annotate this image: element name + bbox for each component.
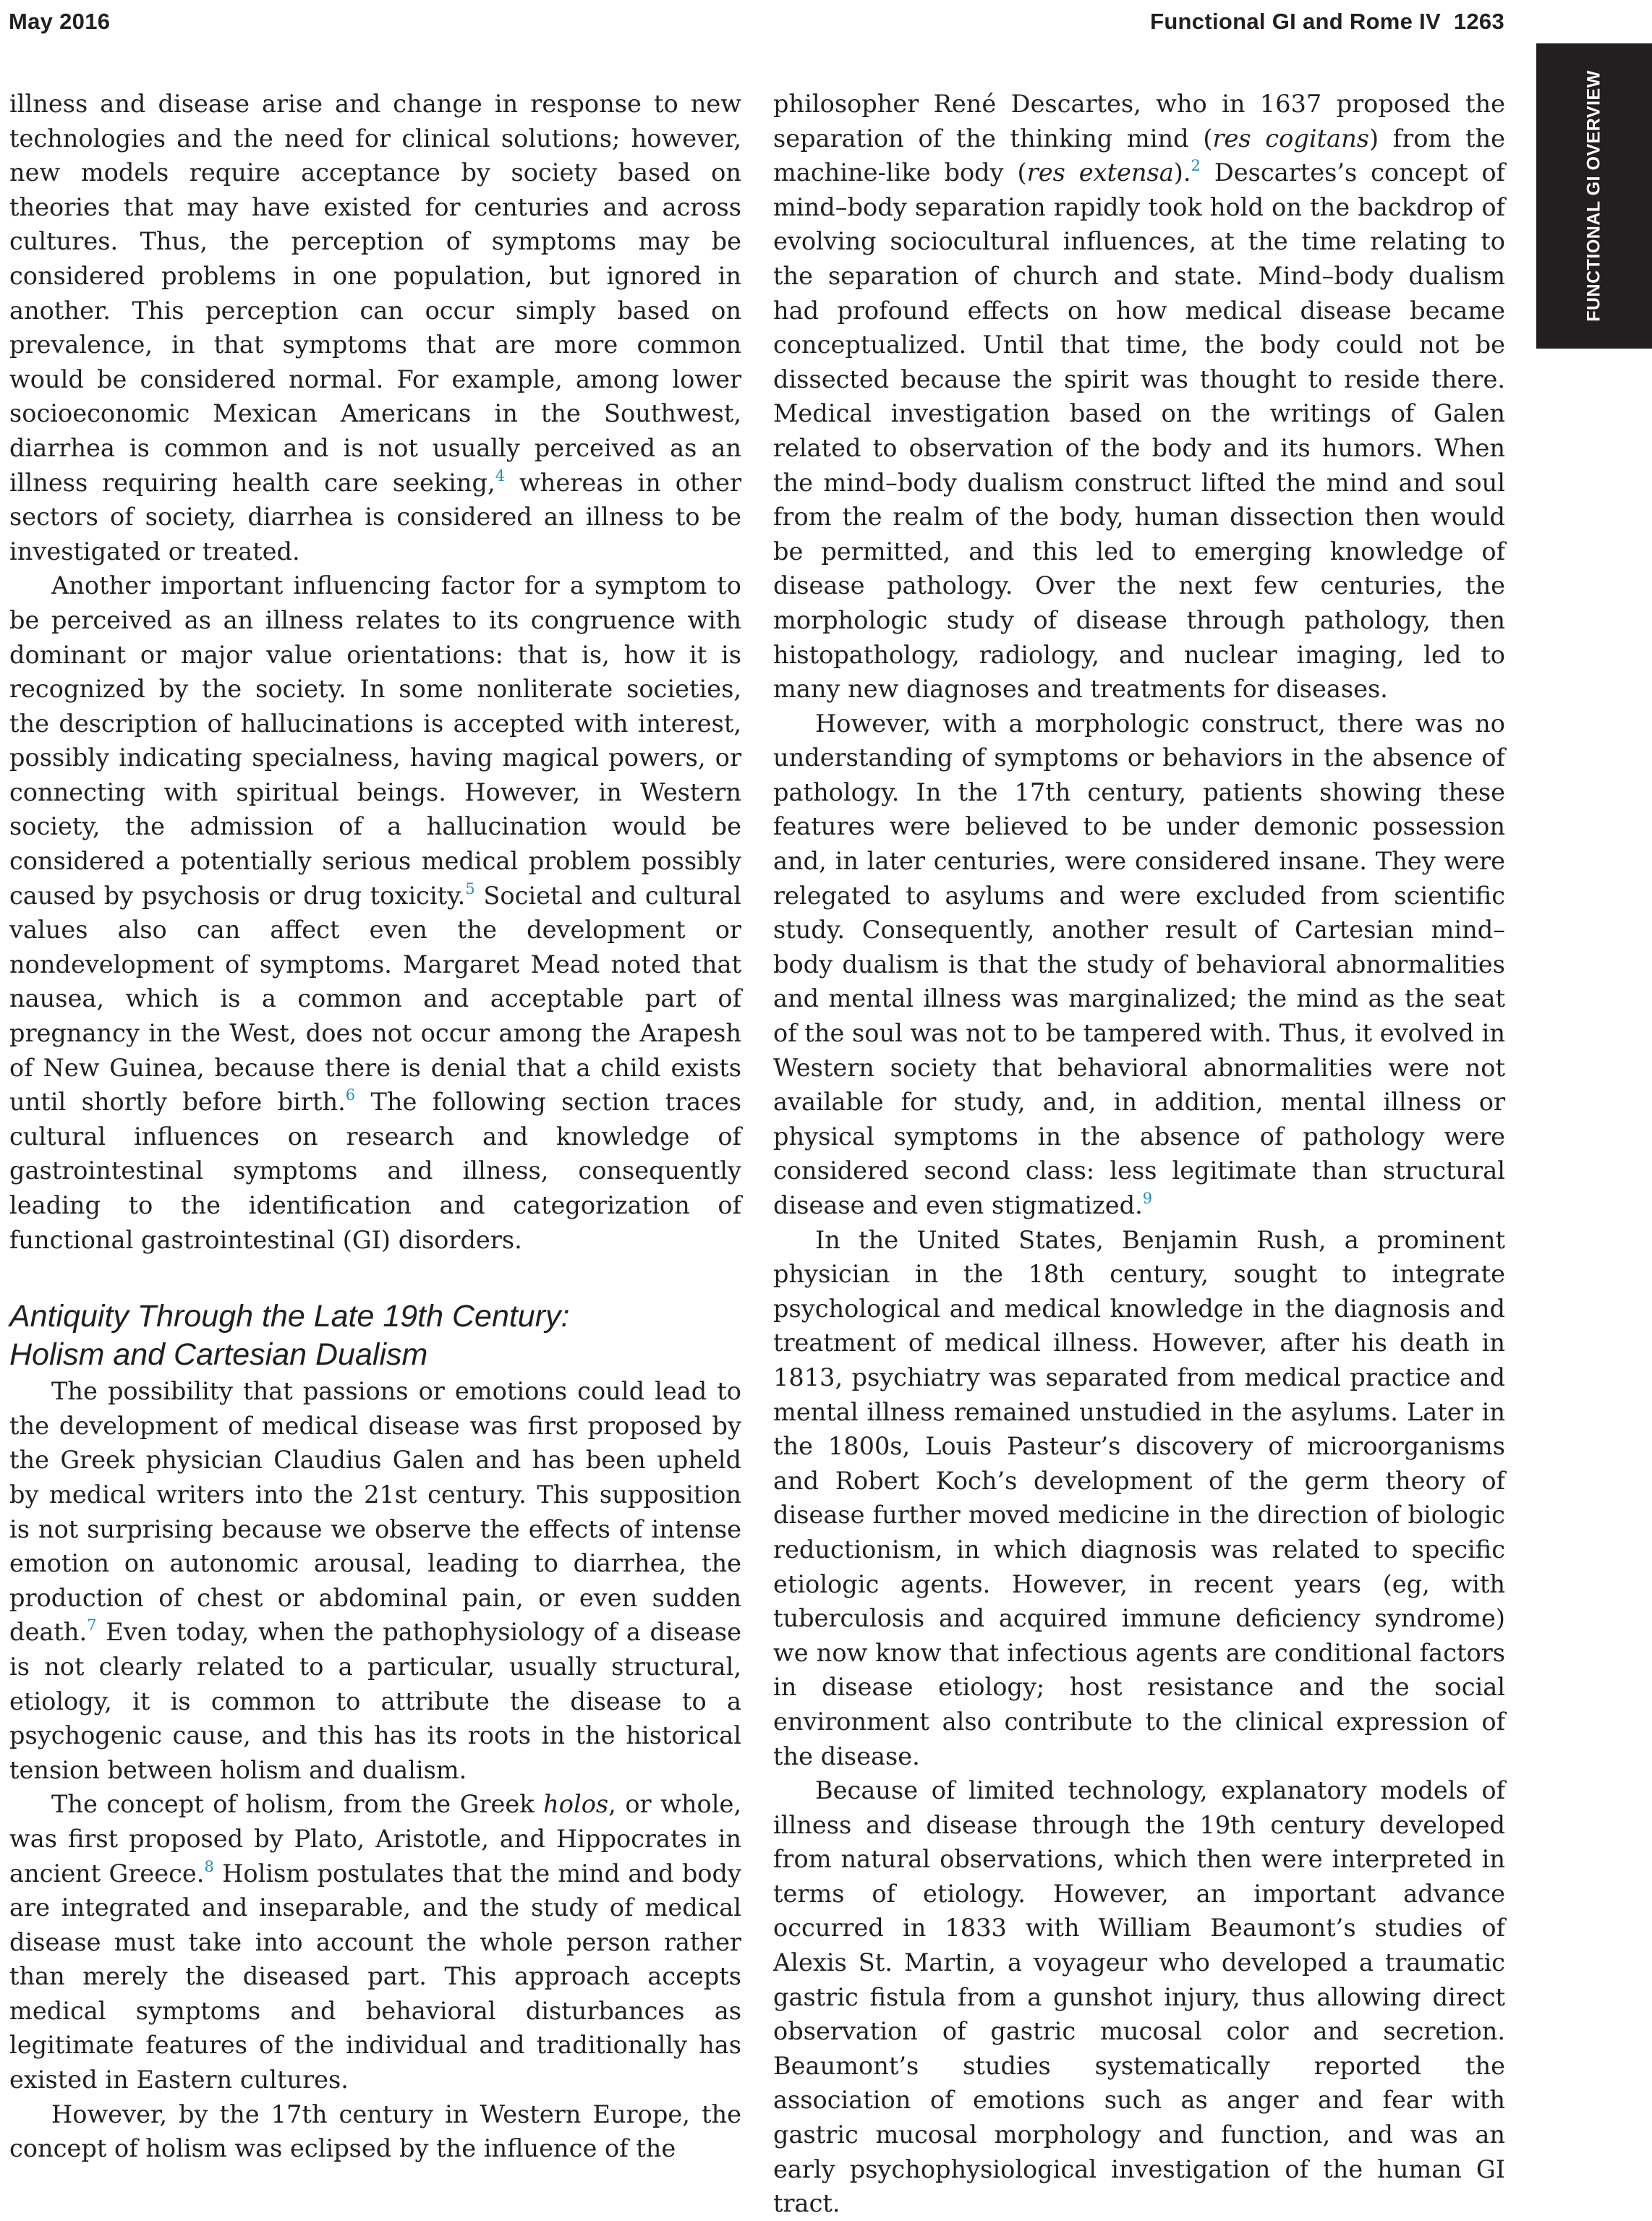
paragraph-text: illness and disease arise and change in response to new technologies and the need for clinical solutions; however, new models require acceptance by society based on theories that may have existed for centuries and across cultures. Thus, the perception of symptoms may be considered problems in one population, but ignored in another. This perception can occur simply based on prevalence, in that symptoms that are more common would be considered normal. For example, among lower socioeconomic Mexican Americans in the Southwest, diarrhea is common and is not usually perceived as an illness requiring health care seeking,	[9, 90, 741, 497]
citation-link[interactable]: 4	[495, 466, 506, 485]
paragraph	[9, 2097, 741, 2166]
italic-term: res cogitans	[1212, 124, 1369, 153]
section-heading-line: Holism and Cartesian Dualism	[9, 1337, 428, 1373]
paragraph-text: philosopher René Descartes, who in 1637 proposed the separation of the thinking mind (	[773, 90, 1505, 153]
paragraph-text: ).	[1173, 158, 1191, 187]
citation-link[interactable]: 5	[465, 879, 475, 898]
paragraph	[9, 87, 741, 568]
running-head	[9, 4, 1504, 39]
paragraph-text: Societal and cultural values also can affect even the development or nondevelopment of symptoms. Margaret Mead noted that nausea, which is a common and acceptable part of pregnancy in the West, does not occur among the Arapesh of New Guinea, because there is denial that a child exists until shortly before birth.	[9, 881, 741, 1117]
paragraph-text: Because of limited technology, explanatory models of illness and disease through the 19th century developed from natural observations, which then were interpreted in terms of etiology. However, an important advance occurred in 1833 with William Beaumont’s studies of Alexis St. Martin, a voyageur who developed a traumatic gastric fistula from a gunshot injury, thus allowing direct observation of gastric mucosal color and secretion. Beaumont’s studies systematically reported the association of emotions such as anger and fear with gastric mucosal morphology and function, and was an early psychophysiological investigation of the human GI tract.	[773, 1776, 1505, 2218]
italic-term: res extensa	[1026, 158, 1174, 187]
paragraph	[9, 1374, 741, 1787]
citation-link[interactable]: 6	[345, 1086, 356, 1104]
citation-link[interactable]: 8	[204, 1857, 214, 1875]
paragraph-text: However, by the 17th century in Western Europe, the concept of holism was eclipsed by the influence of the	[9, 2099, 741, 2163]
paragraph	[9, 1787, 741, 2097]
citation-link[interactable]: 9	[1142, 1190, 1153, 1207]
paragraph-text: However, with a morphologic construct, there was no understanding of symptoms or behaviors in the absence of pathology. In the 17th century, patients showing these features were believed to be under demonic possession and, in later centuries, were considered insane. They were relegated to asylums and were excluded from scientific study. Consequently, another result of Cartesian mind–body dualism is that the study of behavioral abnormalities and mental illness was marginalized; the mind as the seat of the soul was not to be tampered with. Thus, it evolved in Western society that behavioral abnormalities were not available for study, and, in addition, mental illness or physical symptoms in the absence of pathology were considered second class: less legitimate than structural disease and even stigmatized.	[773, 709, 1505, 1219]
citation-link[interactable]: 2	[1191, 157, 1201, 175]
paragraph	[773, 1773, 1505, 2221]
side-tab-label: FUNCTIONAL GI OVERVIEW	[1583, 70, 1604, 322]
italic-term: holos	[543, 1790, 609, 1819]
left-column	[9, 87, 741, 2166]
paragraph-text: Descartes’s concept of mind–body separation rapidly took hold on the backdrop of evolving sociocultural influences, at the time relating to the separation of church and state. Mind–body dualism had profound effects on how medical disease became conceptualized. Until that time, the body could not be dissected because the spirit was thought to reside there. Medical investigation based on the writings of Galen related to observation of the body and its humors. When the mind–body dualism construct lifted the mind and soul from the realm of the body, human dissection then would be permitted, and this led to emerging knowledge of disease pathology. Over the next few centuries, the morphologic study of disease through pathology, then histopathology, radiology, and nuclear imaging, led to many new diagnoses and treatments for diseases.	[773, 158, 1505, 704]
paragraph-text: In the United States, Benjamin Rush, a prominent physician in the 18th century, sought to integrate psychological and medical knowledge in the diagnosis and treatment of medical illness. However, after his death in 1813, psychiatry was separated from medical practice and mental illness remained unstudied in the asylums. Later in the 1800s, Louis Pasteur’s discovery of microorganisms and Robert Koch’s development of the germ theory of disease further moved medicine in the direction of biologic reductionism, in which diagnosis was related to specific etiologic agents. However, in recent years (eg, with tuberculosis and acquired immune deficiency syndrome) we now know that infectious agents are conditional factors in disease etiology; host resistance and the social environment also contribute to the clinical expression of the disease.	[773, 1225, 1505, 1770]
paragraph	[773, 707, 1505, 1223]
page-number: 1263	[1453, 9, 1504, 34]
section-heading	[9, 1297, 741, 1374]
paragraph-text: Another important influencing factor for a symptom to be perceived as an illness relates to its congruence with dominant or major value orientations: that is, how it is recognized by the society. In some nonliterate societies, the description of hallucinations is accepted with interest, possibly indicating specialness, having magical powers, or connecting with spiritual beings. However, in Western society, the admission of a hallucination would be considered a potentially serious medical problem possibly caused by psychosis or drug toxicity.	[9, 571, 741, 910]
paragraph-text: The following section traces cultural influences on research and knowledge of gastrointestinal symptoms and illness, consequently leading to the identification and categorization of functional gastrointestinal (GI) disorders.	[9, 1088, 741, 1254]
paragraph-text: The possibility that passions or emotions could lead to the development of medical disease was first proposed by the Greek physician Claudius Galen and has been upheld by medical writers into the 21st century. This supposition is not surprising because we observe the effects of intense emotion on autonomic arousal, leading to diarrhea, the production of chest or abdominal pain, or even sudden death.	[9, 1377, 741, 1647]
paragraph-text: The concept of holism, from the Greek	[51, 1790, 544, 1819]
issue-date: May 2016	[9, 9, 111, 34]
paragraph-text: Even today, when the pathophysiology of a disease is not clearly related to a particular, usually structural, etiology, it is common to attribute the disease to a psychogenic cause, and this has its roots in the historical tension between holism and dualism.	[9, 1618, 741, 1784]
paragraph-text: Holism postulates that the mind and body are integrated and inseparable, and the study of medical disease must take into account the whole person rather than merely the diseased part. This approach accepts medical symptoms and behavioral disturbances as legitimate features of the individual and traditionally has existed in Eastern cultures.	[9, 1859, 741, 2094]
paragraph-text: ) from the machine-like body (	[773, 124, 1505, 187]
running-title	[1150, 4, 1504, 39]
right-column	[773, 87, 1505, 2221]
section-heading-line: Antiquity Through the Late 19th Century:	[9, 1299, 570, 1334]
paragraph	[773, 1223, 1505, 1774]
paragraph	[9, 568, 741, 1257]
paragraph-text: whereas in other sectors of society, diarrhea is considered an illness to be investigated or treated.	[9, 468, 741, 566]
citation-link[interactable]: 7	[87, 1616, 97, 1634]
running-title-text: Functional GI and Rome IV	[1150, 9, 1441, 34]
paragraph	[773, 87, 1505, 707]
paragraph-text: , or whole, was first proposed by Plato, Aristotle, and Hippocrates in ancient Greece.	[9, 1790, 742, 1888]
section-side-tab	[1536, 43, 1652, 349]
